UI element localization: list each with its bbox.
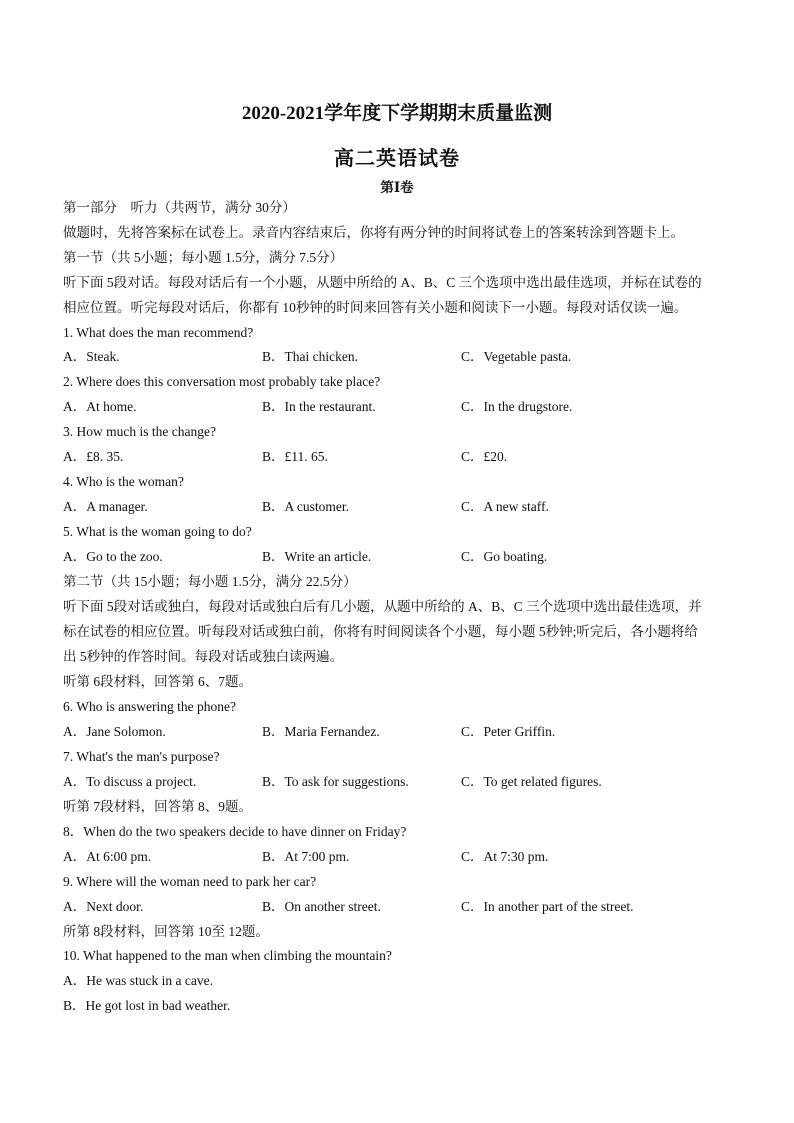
option-a: A．At 6:00 pm. [63,849,152,864]
question-text: 7. What's the man's purpose? [63,749,220,764]
material-heading: 听第 7段材料，回答第 8、9题。 [63,799,252,814]
question-text: 3. How much is the change? [63,424,216,439]
section-instruction: 听下面 5段对话。每段对话后有一个小题，从题中所给的 A、B、C 三个选项中选出最佳选项，并标在试卷的 [63,275,702,290]
option-a: A．At home. [63,399,137,414]
option-a: A．To discuss a project. [63,774,197,789]
option-c: C．Peter Griffin. [461,724,556,739]
question-text: 8．When do the two speakers decide to have dinner on Friday? [63,824,407,839]
option-b: B．At 7:00 pm. [262,849,350,864]
option-a: A．A manager. [63,499,148,514]
option-a: A．£8. 35. [63,449,124,464]
option-b: B．Maria Fernandez. [262,724,380,739]
part-heading: 第一部分 听力（共两节，满分 30分） [63,200,296,215]
option-a: A．He was stuck in a cave. [63,973,213,988]
option-c: C．At 7:30 pm. [461,849,549,864]
option-a: A．Next door. [63,899,144,914]
option-b: B．On another street. [262,899,381,914]
option-a: A．Steak. [63,349,120,364]
option-b: B．To ask for suggestions. [262,774,409,789]
option-a: A．Jane Solomon. [63,724,166,739]
option-b: B．He got lost in bad weather. [63,998,231,1013]
material-heading: 所第 8段材料，回答第 10至 12题。 [63,924,269,939]
option-c: C．In another part of the street. [461,899,634,914]
section-instruction: 听下面 5段对话或独白，每段对话或独白后有几小题，从题中所给的 A、B、C 三个选项中选出最佳选项，并 [63,599,702,614]
option-c: C．A new staff. [461,499,549,514]
question-text: 2. Where does this conversation most probably take place? [63,374,381,389]
section-heading: 第一节（共 5小题；每小题 1.5分，满分 7.5分） [63,250,344,265]
question-text: 1. What does the man recommend? [63,325,254,340]
section-heading: 第二节（共 15小题；每小题 1.5分，满分 22.5分） [63,574,357,589]
material-heading: 听第 6段材料，回答第 6、7题。 [63,674,252,689]
option-c: C．To get related figures. [461,774,602,789]
option-c: C．Vegetable pasta. [461,349,572,364]
question-text: 5. What is the woman going to do? [63,524,252,539]
question-text: 4. Who is the woman? [63,474,184,489]
section-instruction: 标在试卷的相应位置。听每段对话或独白前，你将有时间阅读各个小题，每小题 5秒钟;听完后，各小题将给 [63,624,698,639]
option-b: B．£11. 65. [262,449,328,464]
option-c: C．£20. [461,449,508,464]
option-b: B．Thai chicken. [262,349,358,364]
option-a: A．Go to the zoo. [63,549,163,564]
instruction-text: 做题时，先将答案标在试卷上。录音内容结束后，你将有两分钟的时间将试卷上的答案转涂到答题卡上。 [63,225,684,240]
option-b: B．Write an article. [262,549,372,564]
option-c: C．In the drugstore. [461,399,573,414]
question-text: 9. Where will the woman need to park her car? [63,874,317,889]
question-text: 6. Who is answering the phone? [63,699,236,714]
option-c: C．Go boating. [461,549,548,564]
option-b: B．In the restaurant. [262,399,376,414]
section-instruction: 出 5秒钟的作答时间。每段对话或独白读两遍。 [63,649,344,664]
question-text: 10. What happened to the man when climbing the mountain? [63,948,392,963]
section-instruction: 相应位置。听完每段对话后，你都有 10秒钟的时间来回答有关小题和阅读下一小题。每段对话仅读一遍。 [63,300,688,315]
volume-label: 第Ⅰ卷 [380,180,414,195]
option-b: B．A customer. [262,499,349,514]
exam-subtitle: 高二英语试卷 [334,148,460,170]
exam-title: 2020-2021学年度下学期期末质量监测 [241,103,553,124]
